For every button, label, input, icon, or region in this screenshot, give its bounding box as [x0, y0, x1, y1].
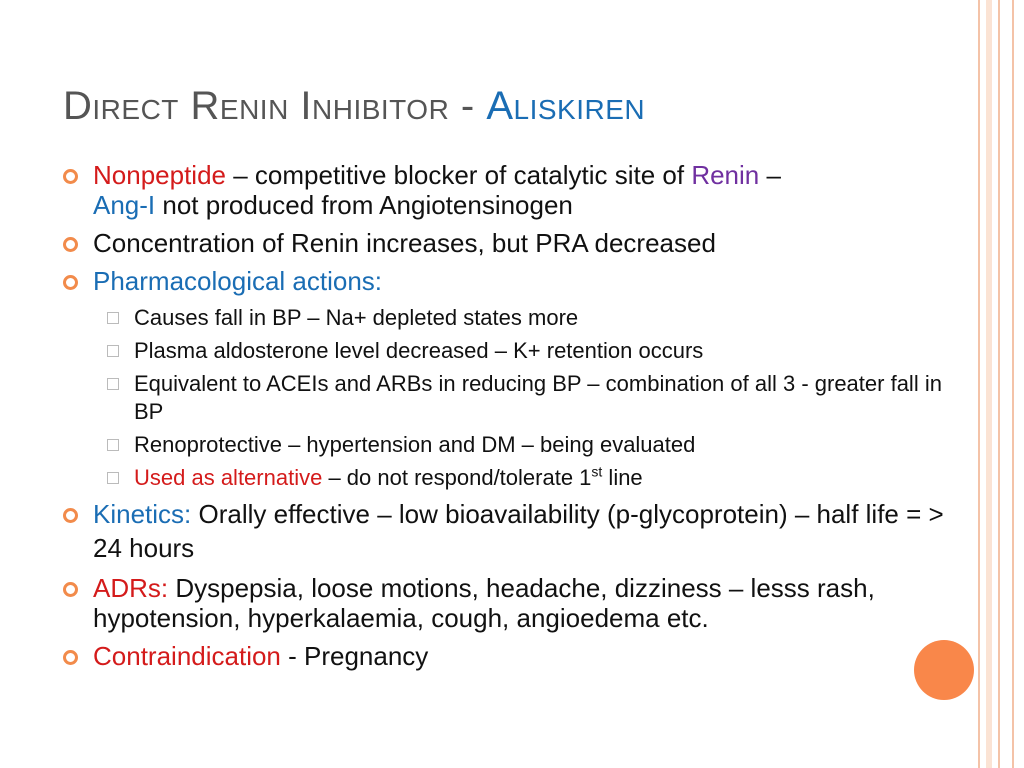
bullet-text: Nonpeptide — [93, 160, 226, 190]
sub-bullet-text: Renoprotective – hypertension and DM – being evaluated — [134, 432, 696, 457]
square-bullet-icon — [107, 378, 119, 390]
bullet-text: Renin — [691, 160, 760, 190]
sub-bullet — [63, 431, 963, 459]
bullet-text: Orally effective – low bioavailability (p-glycoprotein) – half life = > 24 hours — [93, 499, 944, 563]
title-main: Direct Renin Inhibitor - — [63, 84, 475, 128]
frame-line-left — [978, 0, 980, 768]
sub-bullet-text: Causes fall in BP – Na+ depleted states more — [134, 305, 579, 330]
square-bullet-icon — [107, 312, 119, 324]
bullet-text: Kinetics: — [93, 499, 192, 529]
bullet-text: – — [759, 160, 781, 190]
sub-bullet — [63, 464, 963, 492]
sub-bullet — [63, 304, 963, 332]
decorative-circle — [914, 640, 974, 700]
square-bullet-icon — [107, 472, 119, 484]
bullet-kinetics — [63, 497, 963, 565]
bullet-text: Ang-I — [93, 190, 156, 220]
bullet-contraindication — [63, 641, 963, 671]
bullet-text: Contraindication — [93, 641, 281, 671]
content — [63, 160, 963, 679]
sub-bullet-text: line — [602, 465, 643, 490]
slide-title — [63, 84, 645, 129]
sub-bullet-text: Equivalent to ACEIs and ARBs in reducing BP – combination of all 3 - greater fall in BP — [134, 371, 942, 424]
frame-line-right — [1012, 0, 1014, 768]
bullet-text: Dyspepsia, loose motions, headache, dizziness – lesss rash, hypotension, hyperkalaemia, cough, angioedema etc. — [93, 573, 875, 633]
bullet-pharmacological-actions — [63, 266, 963, 296]
square-bullet-icon — [107, 345, 119, 357]
square-bullet-icon — [107, 439, 119, 451]
bullet-text: Concentration of Renin increases, but PRA decreased — [93, 228, 716, 258]
bullet-text: - Pregnancy — [280, 641, 429, 671]
bullet-concentration — [63, 228, 963, 258]
sub-bullet-text: Plasma aldosterone level decreased – K+ retention occurs — [134, 338, 704, 363]
bullet-text: not produced from Angiotensinogen — [155, 190, 573, 220]
frame-line-mid — [998, 0, 1000, 768]
bullet-circle-icon — [63, 169, 78, 184]
sub-bullet — [63, 370, 963, 426]
bullet-circle-icon — [63, 508, 78, 523]
bullet-circle-icon — [63, 275, 78, 290]
bullet-circle-icon — [63, 650, 78, 665]
title-drug: Aliskiren — [486, 84, 646, 128]
bullet-text: Pharmacological actions: — [93, 266, 383, 296]
bullet-text: – competitive blocker of catalytic site of — [226, 160, 692, 190]
sub-bullet-text: – do not respond/tolerate 1 — [322, 465, 592, 490]
bullet-adrs — [63, 573, 963, 633]
sub-bullet — [63, 337, 963, 365]
bullet-nonpeptide — [63, 160, 963, 220]
frame-band — [986, 0, 992, 768]
superscript: st — [591, 463, 603, 480]
bullet-circle-icon — [63, 237, 78, 252]
bullet-text: ADRs: — [93, 573, 169, 603]
sub-bullet-text: Used as alternative — [134, 465, 323, 490]
bullet-circle-icon — [63, 582, 78, 597]
